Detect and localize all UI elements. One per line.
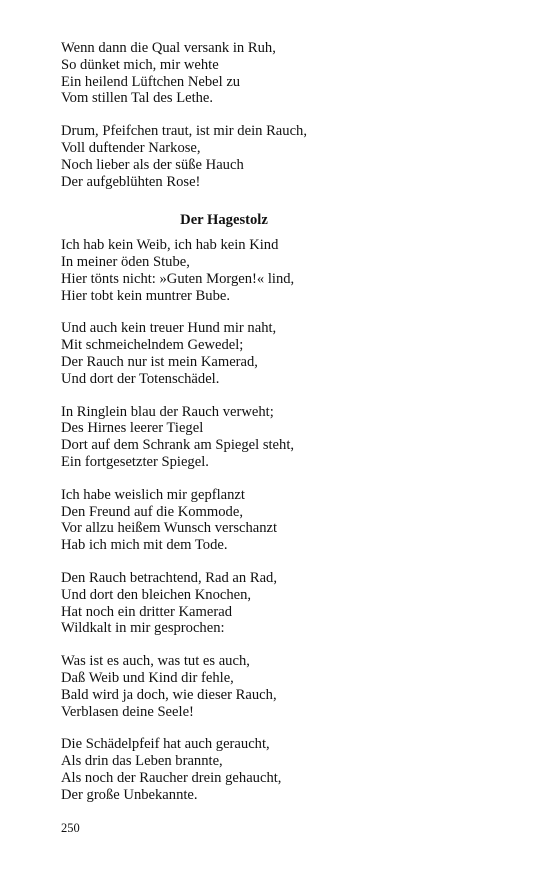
verse-line: Den Freund auf die Kommode,	[61, 503, 243, 520]
poem-title: Der Hagestolz	[180, 212, 268, 229]
verse-line: Und auch kein treuer Hund mir naht,	[61, 320, 277, 337]
verse-line: Als noch der Raucher drein gehaucht,	[61, 769, 282, 786]
verse-line: Ein fortgesetzter Spiegel.	[61, 453, 209, 470]
verse-line: Voll duftender Narkose,	[61, 139, 201, 156]
verse-line: Bald wird ja doch, wie dieser Rauch,	[61, 686, 277, 703]
verse-line: In meiner öden Stube,	[61, 253, 190, 270]
stanza	[61, 123, 501, 190]
verse-line: Die Schädelpfeif hat auch geraucht,	[61, 736, 270, 753]
verse-line: Vom stillen Tal des Lethe.	[61, 90, 214, 107]
verse-line: Hat noch ein dritter Kamerad	[61, 603, 232, 620]
verse-line: Wildkalt in mir gesprochen:	[61, 620, 225, 637]
stanza	[61, 320, 501, 387]
verse-line: Der Rauch nur ist mein Kamerad,	[61, 353, 258, 370]
verse-line: Was ist es auch, was tut es auch,	[61, 653, 250, 670]
verse-line: Dort auf dem Schrank am Spiegel steht,	[61, 437, 295, 454]
verse-line: In Ringlein blau der Rauch verweht;	[61, 403, 274, 420]
verse-line: Verblasen deine Seele!	[61, 703, 194, 720]
verse-line: Der aufgeblühten Rose!	[61, 173, 201, 190]
verse-line: Der große Unbekannte.	[61, 786, 198, 803]
verse-line: Und dort der Totenschädel.	[61, 370, 220, 387]
stanza	[61, 404, 501, 471]
stanza	[61, 653, 501, 720]
stanza	[61, 40, 501, 107]
book-page	[61, 40, 501, 819]
verse-line: Ein heilend Lüftchen Nebel zu	[61, 73, 241, 90]
verse-line: Mit schmeichelndem Gewedel;	[61, 337, 244, 354]
verse-line: Als drin das Leben brannte,	[61, 753, 223, 770]
stanza	[61, 736, 501, 803]
page-number: 250	[61, 821, 80, 835]
verse-line: Des Hirnes leerer Tiegel	[61, 420, 204, 437]
verse-line: Und dort den bleichen Knochen,	[61, 586, 252, 603]
verse-line: Drum, Pfeifchen traut, ist mir dein Rauch,	[61, 123, 308, 140]
verse-line: Den Rauch betrachtend, Rad an Rad,	[61, 569, 277, 586]
verse-line: Hier tönts nicht: »Guten Morgen!« lind,	[61, 270, 295, 287]
verse-line: Daß Weib und Kind dir fehle,	[61, 669, 234, 686]
verse-line: Wenn dann die Qual versank in Ruh,	[61, 40, 276, 56]
verse-line: Hab ich mich mit dem Tode.	[61, 537, 228, 554]
verse-line: Vor allzu heißem Wunsch verschanzt	[61, 520, 278, 537]
verse-line: Ich hab kein Weib, ich hab kein Kind	[61, 237, 279, 254]
verse-line: Noch lieber als der süße Hauch	[61, 156, 244, 173]
verse-line: So dünket mich, mir wehte	[61, 56, 219, 73]
stanza	[61, 237, 501, 304]
verse-line: Hier tobt kein muntrer Bube.	[61, 287, 231, 304]
stanza	[61, 570, 501, 637]
stanza	[61, 487, 501, 554]
verse-line: Ich habe weislich mir gepflanzt	[61, 486, 245, 503]
